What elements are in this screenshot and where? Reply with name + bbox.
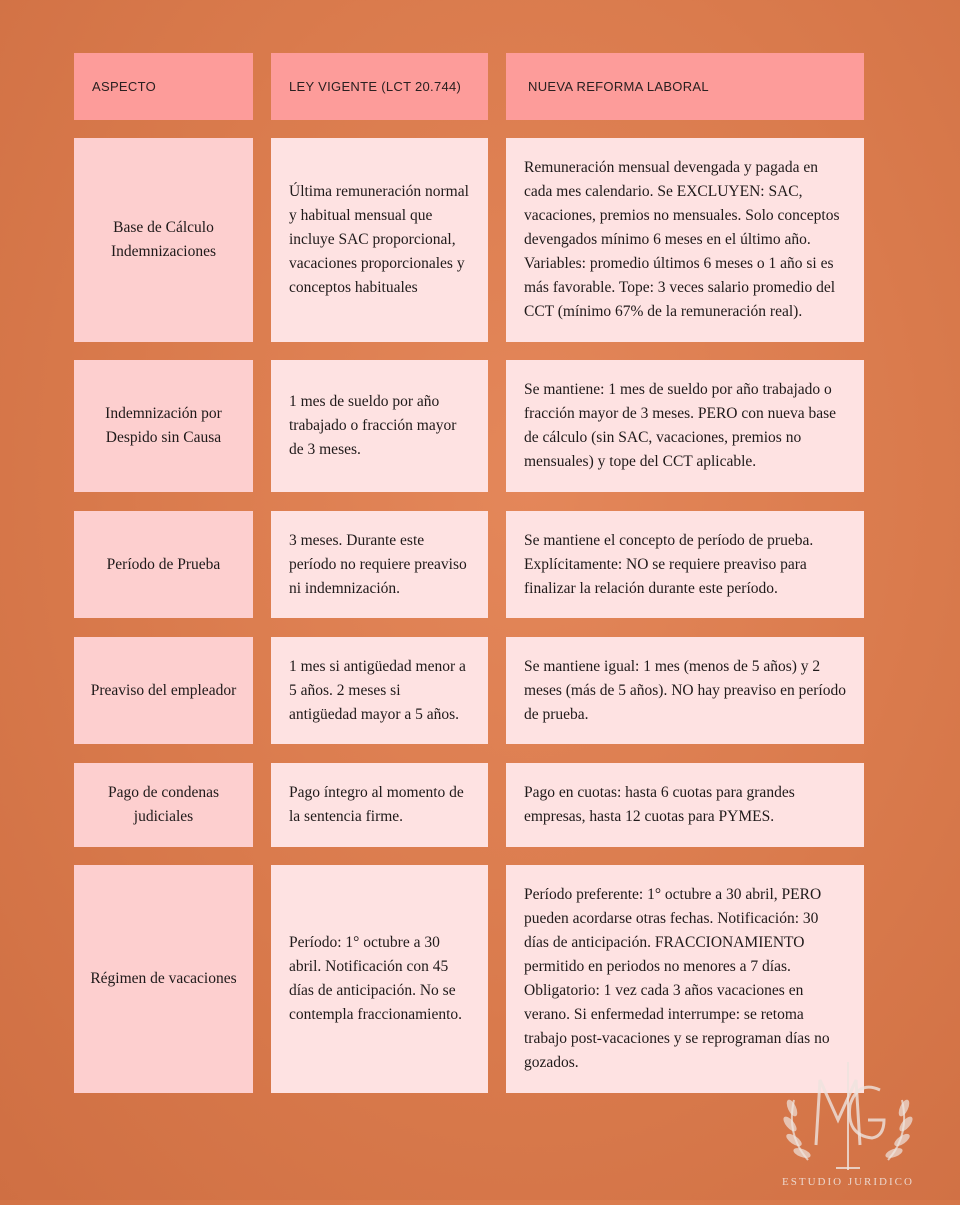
reform-text: Período preferente: 1° octubre a 30 abril, PERO pueden acordarse otras fechas. Notificación: 30 días de anticipación. FRACCIONAMIENTO permitido en periodos no menores a 7 días. Obligatorio: 1 vez cada 3 años vacaciones en verano. Si enfermedad interrumpe: se retoma trabajo post-vacaciones y se reprograman días no gozados. — [524, 886, 830, 1071]
current-law-text: Última remuneración normal y habitual mensual que incluye SAC proporcional, vacaciones proporcionales y conceptos habituales — [289, 183, 469, 296]
header-ley-vigente — [271, 53, 488, 120]
row-current-law — [271, 865, 488, 1093]
current-law-text: 1 mes si antigüedad menor a 5 años. 2 meses si antigüedad mayor a 5 años. — [289, 657, 466, 723]
row-current-law — [271, 763, 488, 847]
law-firm-logo — [768, 1050, 928, 1200]
row-reform — [506, 637, 864, 744]
row-aspect — [74, 511, 253, 618]
aspect-text: Preaviso del empleador — [90, 681, 237, 699]
row-current-law — [271, 138, 488, 342]
row-aspect — [74, 865, 253, 1093]
reform-text: Remuneración mensual devengada y pagada en cada mes calendario. Se EXCLUYEN: SAC, vacaciones, premios no mensuales. Solo conceptos devengados mínimo 6 meses en el último año. Variables: promedio últimos 6 meses o 1 año si es más favorable. Tope: 3 veces salario promedio del CCT (mínimo 67% de la remuneración real). — [524, 159, 840, 320]
row-aspect — [74, 763, 253, 847]
header-aspecto — [74, 53, 253, 120]
reform-text: Pago en cuotas: hasta 6 cuotas para grandes empresas, hasta 12 cuotas para PYMES. — [524, 784, 795, 825]
row-current-law — [271, 511, 488, 618]
header-ley-vigente-label: LEY VIGENTE (LCT 20.744) — [289, 79, 462, 94]
aspect-text: Pago de condenas judiciales — [107, 784, 220, 825]
row-current-law — [271, 360, 488, 492]
reform-text: Se mantiene el concepto de período de prueba. Explícitamente: NO se requiere preaviso para finalizar la relación durante este período. — [524, 531, 814, 597]
row-aspect — [74, 637, 253, 744]
current-law-text: 1 mes de sueldo por año trabajado o fracción mayor de 3 meses. — [289, 393, 457, 458]
aspect-text: Base de Cálculo Indemnizaciones — [110, 219, 216, 260]
aspect-text: Indemnización por Despido sin Causa — [105, 405, 222, 446]
aspect-text: Régimen de vacaciones — [90, 970, 237, 987]
current-law-text: Pago íntegro al momento de la sentencia firme. — [289, 784, 464, 825]
logo-caption: ESTUDIO JURIDICO — [782, 1176, 914, 1188]
row-reform — [506, 763, 864, 847]
header-nueva-reforma — [506, 53, 864, 120]
header-nueva-reforma-label: NUEVA REFORMA LABORAL — [528, 79, 709, 94]
header-aspecto-label: ASPECTO — [92, 79, 156, 94]
current-law-text: 3 meses. Durante este período no requiere preaviso ni indemnización. — [289, 531, 467, 597]
row-aspect — [74, 138, 253, 342]
aspect-text: Período de Prueba — [106, 555, 221, 573]
row-reform — [506, 360, 864, 492]
row-reform — [506, 138, 864, 342]
row-reform — [506, 511, 864, 618]
current-law-text: Período: 1° octubre a 30 abril. Notificación con 45 días de anticipación. No se contempla fraccionamiento. — [289, 934, 463, 1023]
reform-text: Se mantiene igual: 1 mes (menos de 5 años) y 2 meses (más de 5 años). NO hay preaviso en período de prueba. — [524, 657, 846, 723]
reform-text: Se mantiene: 1 mes de sueldo por año trabajado o fracción mayor de 3 meses. PERO con nueva base de cálculo (sin SAC, vacaciones, premios no mensuales) y tope del CCT aplicable. — [524, 381, 837, 470]
row-aspect — [74, 360, 253, 492]
row-current-law — [271, 637, 488, 744]
